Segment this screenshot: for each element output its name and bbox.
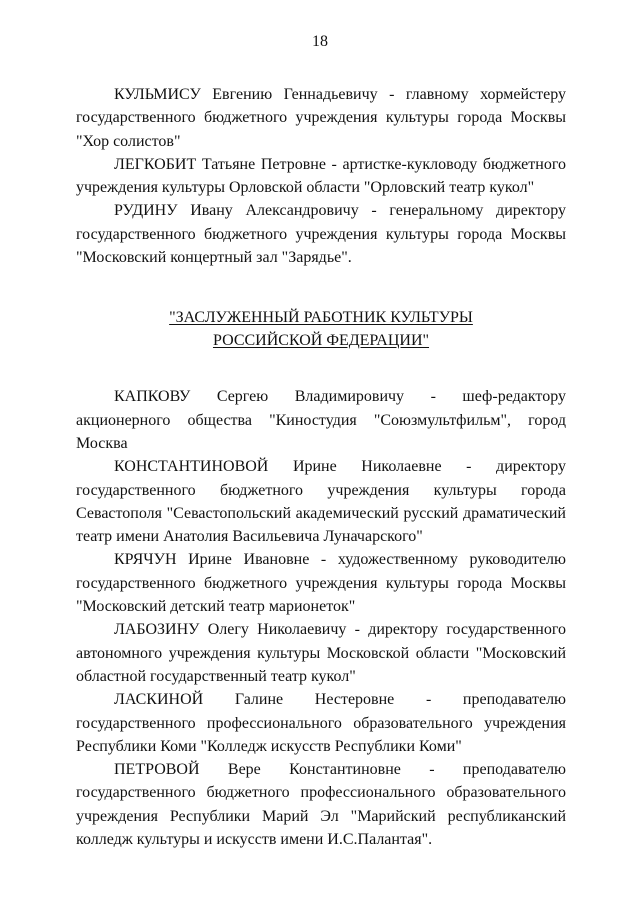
document-body — [76, 83, 566, 851]
section-heading-line-1: "ЗАСЛУЖЕННЫЙ РАБОТНИК КУЛЬТУРЫ — [169, 309, 473, 327]
award-paragraph: РУДИНУ Ивану Александровичу - генеральному директору государственного бюджетного учреждения культуры города Москвы "Московский концертный зал "Зарядье". — [76, 202, 566, 267]
section-heading-line-2: РОССИЙСКОЙ ФЕДЕРАЦИИ" — [212, 332, 430, 350]
section-heading — [76, 306, 566, 352]
award-paragraph: КОНСТАНТИНОВОЙ Ирине Николаевне - директору государственного бюджетного учреждения культуры города Севастополя "Севастопольский академический русский драматический театр имени Анатолия Васильевича Луначарского" — [76, 458, 566, 546]
award-paragraph: КРЯЧУН Ирине Ивановне - художественному руководителю государственного бюджетного учреждения культуры города Москвы "Московский детский театр марионеток" — [76, 551, 566, 616]
award-paragraph: ПЕТРОВОЙ Вере Константиновне - преподавателю государственного бюджетного профессионального образовательного учреждения Республики Марий Эл "Марийский республиканский колледж культуры и искусств имени И.С.Палантая". — [76, 761, 566, 849]
award-paragraph: КУЛЬМИСУ Евгению Геннадьевичу - главному хормейстеру государственного бюджетного учреждения культуры города Москвы "Хор солистов" — [76, 86, 566, 150]
award-paragraph: ЛАБОЗИНУ Олегу Николаевичу - директору государственного автономного учреждения культуры Московской области "Московский областной государственный театр кукол" — [76, 621, 566, 685]
page-number: 18 — [312, 33, 328, 50]
award-paragraph: КАПКОВУ Сергею Владимировичу - шеф-редактору акционерного общества "Киностудия "Союзмультфильм", город Москва — [76, 388, 566, 452]
award-paragraph: ЛЕГКОБИТ Татьяне Петровне - артистке-кукловоду бюджетного учреждения культуры Орловской области "Орловский театр кукол" — [76, 155, 566, 197]
award-paragraph: ЛАСКИНОЙ Галине Нестеровне - преподавателю государственного профессионального образовательного учреждения Республики Коми "Колледж искусств Республики Коми" — [76, 691, 566, 755]
